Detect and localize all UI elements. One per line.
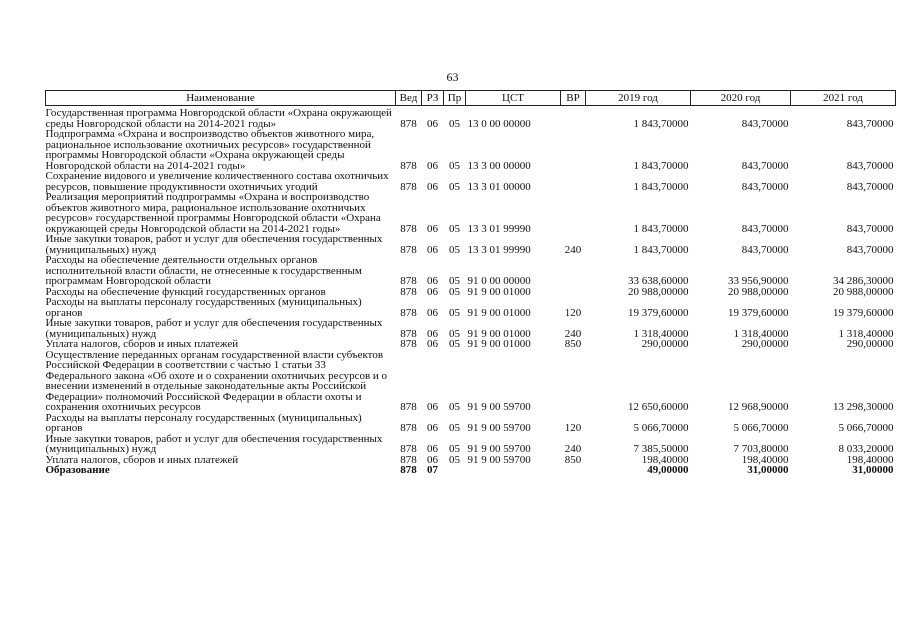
row-cst: 91 9 00 59700 <box>467 401 531 413</box>
row-rz: 06 <box>427 180 438 193</box>
row-2020: 31,00000 <box>747 464 789 476</box>
row-ved: 878 <box>400 275 417 287</box>
row-2021: 843,70000 <box>846 243 894 256</box>
row-name: Осуществление переданных органам государственной власти субъектов Российской Федерации в соответствии с частью 1 статьи 33 Федерального закона «Об охоте и о сохранении охотничьих ресурсов и о внесении изменений в отдельные законодательные акты Российской Федерации» полномочий Российской Федерации в области охоты и сохранения охотничьих ресурсов <box>45 348 388 413</box>
row-2020: 843,70000 <box>741 159 789 172</box>
row-rz: 06 <box>427 285 438 298</box>
row-pr: 05 <box>449 327 460 340</box>
row-vr: 240 <box>564 443 582 455</box>
row-rz: 06 <box>427 117 438 130</box>
row-ved: 878 <box>400 180 417 193</box>
table-row <box>46 318 896 339</box>
header-name: Наименование <box>46 91 396 106</box>
row-ved: 878 <box>400 159 417 172</box>
row-cst: 91 9 00 01000 <box>467 285 531 298</box>
row-2020: 843,70000 <box>741 243 789 256</box>
row-name: Расходы на выплаты персоналу государственных (муниципальных) органов <box>45 296 362 319</box>
row-2020: 5 066,70000 <box>733 422 789 434</box>
header-2020: 2020 год <box>691 91 791 106</box>
row-cst: 13 3 01 00000 <box>467 180 531 193</box>
row-rz: 06 <box>427 422 438 434</box>
header-rz: РЗ <box>422 91 444 106</box>
row-2020: 198,40000 <box>741 453 789 466</box>
row-pr: 05 <box>449 180 460 193</box>
row-vr <box>561 350 586 413</box>
row-rz: 06 <box>427 443 438 455</box>
row-vr <box>561 106 586 130</box>
header-2019: 2019 год <box>586 91 691 106</box>
header-vr: ВР <box>561 91 586 106</box>
row-2021: 198,40000 <box>846 453 894 466</box>
row-2021: 290,00000 <box>846 338 894 350</box>
table-row <box>46 234 896 255</box>
row-name: Уплата налогов, сборов и иных платежей <box>45 338 239 350</box>
row-vr <box>561 129 586 171</box>
row-rz: 06 <box>427 306 438 319</box>
row-vr <box>561 192 586 234</box>
row-2021: 843,70000 <box>846 117 894 130</box>
row-pr: 05 <box>449 401 460 413</box>
row-2020: 843,70000 <box>741 180 789 193</box>
row-rz: 06 <box>427 327 438 340</box>
row-vr: 850 <box>564 338 582 350</box>
row-cst: 91 9 00 59700 <box>467 443 531 455</box>
row-ved: 878 <box>400 117 417 130</box>
row-2019: 19 379,60000 <box>628 306 689 319</box>
row-ved: 878 <box>400 401 417 413</box>
table-row <box>46 465 896 476</box>
row-name: Сохранение видового и увеличение количественного состава охотничьих ресурсов, повышение продуктивности охотничьих угодий <box>45 170 389 193</box>
row-name: Реализация мероприятий подпрограммы «Охрана и воспроизводство объектов животного мира, рациональное использование охотничьих ресурсов» государственной программы Новгородской области «Охрана окружающей среды Новгородской области на 2014-2021 годы» <box>45 191 381 235</box>
row-pr: 05 <box>449 306 460 319</box>
row-ved: 878 <box>400 443 417 455</box>
header-ved: Вед <box>396 91 422 106</box>
row-cst <box>466 465 561 476</box>
row-2019: 1 318,40000 <box>633 327 689 340</box>
table-row <box>46 350 896 413</box>
row-ved: 878 <box>400 422 417 434</box>
row-rz: 07 <box>427 464 438 476</box>
row-cst: 91 9 00 59700 <box>467 422 531 434</box>
row-cst: 13 3 01 99990 <box>467 222 531 235</box>
table-row <box>46 339 896 350</box>
row-ved: 878 <box>400 338 417 350</box>
page-number: 63 <box>446 70 459 84</box>
row-pr: 05 <box>449 453 460 466</box>
row-pr: 05 <box>449 243 460 256</box>
row-vr: 120 <box>564 306 582 319</box>
row-2021: 13 298,30000 <box>833 401 894 413</box>
table-row <box>46 413 896 434</box>
header-pr: Пр <box>444 91 466 106</box>
row-2020: 12 968,90000 <box>728 401 789 413</box>
row-rz: 06 <box>427 243 438 256</box>
row-ved: 878 <box>400 285 417 298</box>
row-2019: 1 843,70000 <box>633 117 689 130</box>
table-row <box>46 255 896 287</box>
row-2021: 34 286,30000 <box>833 275 894 287</box>
row-pr: 05 <box>449 159 460 172</box>
row-cst: 13 3 00 00000 <box>467 159 531 172</box>
row-2021: 5 066,70000 <box>838 422 894 434</box>
row-2019: 49,00000 <box>647 464 689 476</box>
row-rz: 06 <box>427 222 438 235</box>
table-row <box>46 171 896 192</box>
row-ved: 878 <box>400 453 417 466</box>
table-header <box>46 91 896 106</box>
row-ved: 878 <box>400 222 417 235</box>
row-2019: 1 843,70000 <box>633 222 689 235</box>
row-cst: 91 0 00 00000 <box>467 275 531 287</box>
row-name: Иные закупки товаров, работ и услуг для обеспечения государственных (муниципальных) нужд <box>45 432 383 455</box>
row-2019: 198,40000 <box>641 453 689 466</box>
row-2021: 31,00000 <box>852 464 894 476</box>
row-pr: 05 <box>449 275 460 287</box>
row-2019: 33 638,60000 <box>628 275 689 287</box>
row-2019: 290,00000 <box>641 338 689 350</box>
row-2021: 843,70000 <box>846 180 894 193</box>
row-cst: 91 9 00 01000 <box>467 327 531 340</box>
row-pr: 05 <box>449 285 460 298</box>
row-vr <box>561 465 586 476</box>
row-vr <box>561 255 586 287</box>
row-2021: 20 988,00000 <box>833 285 894 298</box>
row-pr: 05 <box>449 338 460 350</box>
row-2021: 843,70000 <box>846 222 894 235</box>
row-pr <box>444 465 466 476</box>
row-2021: 8 033,20000 <box>838 443 894 455</box>
row-pr: 05 <box>449 422 460 434</box>
row-name: Расходы на выплаты персоналу государственных (муниципальных) органов <box>45 411 362 434</box>
row-2019: 20 988,00000 <box>628 285 689 298</box>
row-2021: 19 379,60000 <box>833 306 894 319</box>
row-2020: 20 988,00000 <box>728 285 789 298</box>
row-2020: 1 318,40000 <box>733 327 789 340</box>
row-cst: 91 9 00 59700 <box>467 453 531 466</box>
row-2020: 843,70000 <box>741 222 789 235</box>
row-2020: 7 703,80000 <box>733 443 789 455</box>
row-vr: 240 <box>564 327 582 340</box>
row-2019: 5 066,70000 <box>633 422 689 434</box>
table-row <box>46 129 896 171</box>
row-name: Расходы на обеспечение деятельности отдельных органов исполнительной власти области, не отнесенные к государственным программам Новгородской области <box>45 254 362 287</box>
row-pr: 05 <box>449 222 460 235</box>
row-rz: 06 <box>427 159 438 172</box>
row-cst: 91 9 00 01000 <box>467 306 531 319</box>
row-vr: 120 <box>564 422 582 434</box>
row-vr <box>561 287 586 298</box>
row-2019: 1 843,70000 <box>633 159 689 172</box>
row-vr: 240 <box>564 243 582 256</box>
row-2020: 843,70000 <box>741 117 789 130</box>
table-row <box>46 106 896 130</box>
row-name: Подпрограмма «Охрана и воспроизводство объектов животного мира, рациональное использование охотничьих ресурсов» государственной программы Новгородской области «Охрана окружающей среды Новгородской области на 2014-2021 годы» <box>45 128 375 172</box>
row-ved: 878 <box>400 243 417 256</box>
row-2020: 19 379,60000 <box>728 306 789 319</box>
row-2020: 290,00000 <box>741 338 789 350</box>
table-row <box>46 434 896 455</box>
row-ved: 878 <box>400 464 417 476</box>
row-name: Образование <box>45 464 110 476</box>
row-vr: 850 <box>564 453 582 466</box>
row-name: Уплата налогов, сборов и иных платежей <box>45 453 239 466</box>
row-name: Расходы на обеспечение функций государственных органов <box>45 285 326 298</box>
row-2019: 7 385,50000 <box>633 443 689 455</box>
row-rz: 06 <box>427 453 438 466</box>
row-cst: 13 0 00 00000 <box>467 117 531 130</box>
header-2021: 2021 год <box>791 91 896 106</box>
row-name: Иные закупки товаров, работ и услуг для обеспечения государственных (муниципальных) нужд <box>45 317 383 340</box>
row-vr <box>561 171 586 192</box>
row-rz: 06 <box>427 275 438 287</box>
row-cst: 91 9 00 01000 <box>467 338 531 350</box>
row-name: Иные закупки товаров, работ и услуг для обеспечения государственных (муниципальных) нужд <box>45 233 383 256</box>
table-body <box>46 106 896 476</box>
row-pr: 05 <box>449 117 460 130</box>
header-row <box>46 91 896 106</box>
table-row <box>46 192 896 234</box>
row-2020: 33 956,90000 <box>728 275 789 287</box>
row-pr: 05 <box>449 443 460 455</box>
row-2019: 1 843,70000 <box>633 243 689 256</box>
row-ved: 878 <box>400 306 417 319</box>
row-rz: 06 <box>427 401 438 413</box>
row-rz: 06 <box>427 338 438 350</box>
row-cst: 13 3 01 99990 <box>467 243 531 256</box>
row-2019: 12 650,60000 <box>628 401 689 413</box>
table-row <box>46 297 896 318</box>
budget-table <box>45 90 896 476</box>
row-ved: 878 <box>400 327 417 340</box>
row-2019: 1 843,70000 <box>633 180 689 193</box>
row-2021: 843,70000 <box>846 159 894 172</box>
row-2021: 1 318,40000 <box>838 327 894 340</box>
row-name: Государственная программа Новгородской области «Охрана окружающей среды Новгородской области на 2014-2021 годы» <box>45 107 392 130</box>
header-cst: ЦСТ <box>466 91 561 106</box>
